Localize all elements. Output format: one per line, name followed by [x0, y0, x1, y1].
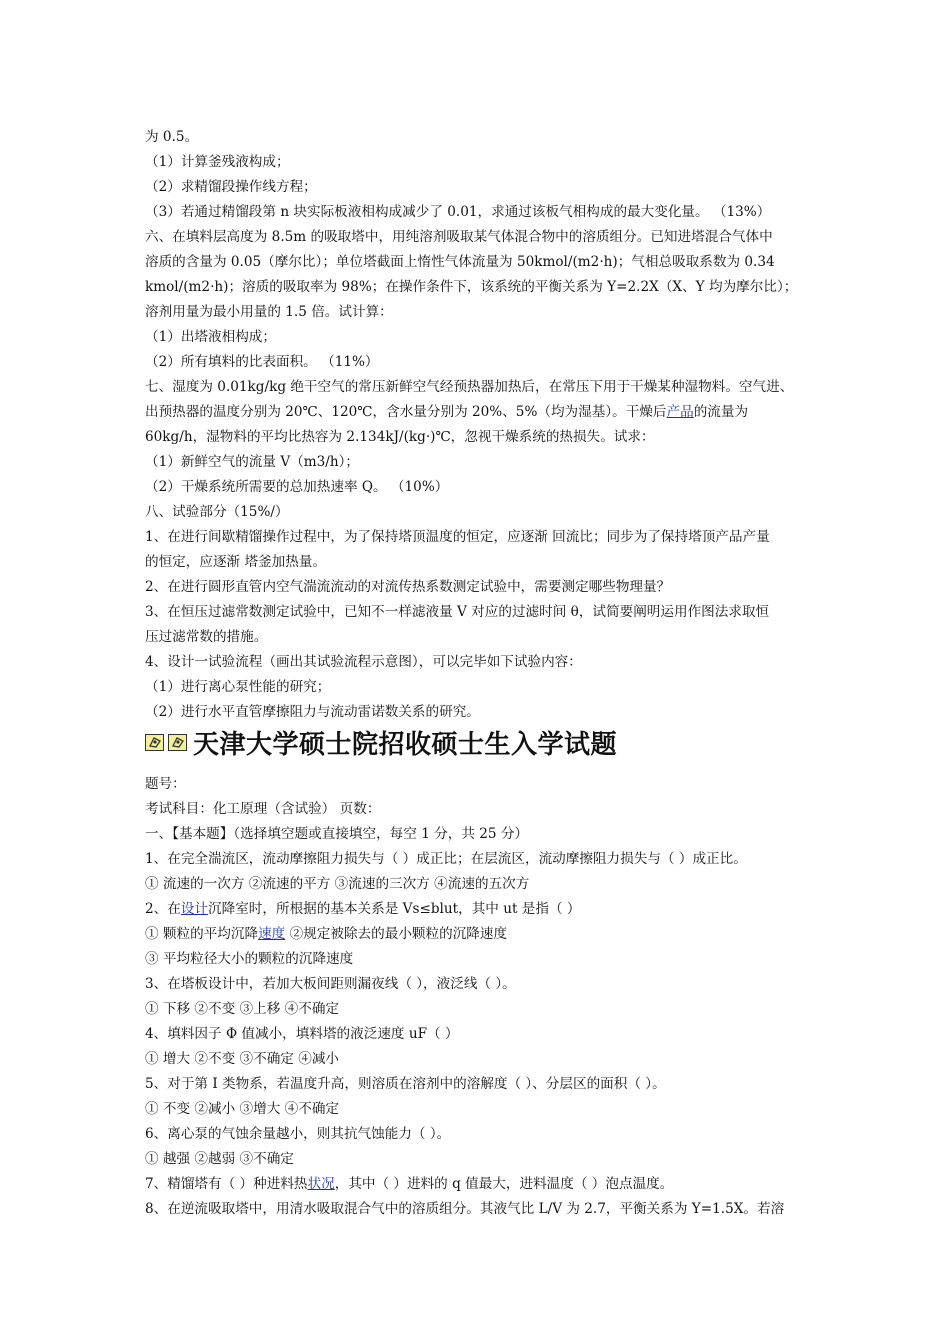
text-line: 1、在进行间歇精馏操作过程中，为了保持塔顶温度的恒定，应逐渐 回流比；同步为了保持塔顶产品产量	[145, 529, 770, 545]
text-line: 一、【基本题】（选择填空题或直接填空，每空 1 分，共 25 分）	[145, 826, 529, 842]
text-line: ① 越强 ②越弱 ③不确定	[145, 1151, 294, 1167]
document-icon	[145, 734, 164, 751]
speed-link[interactable]: 速度	[258, 926, 286, 942]
lower-text-block	[145, 772, 813, 1222]
text-line: 溶剂用量为最小用量的 1.5 倍。试计算：	[145, 304, 393, 320]
text-line: （1）计算釜残液构成；	[145, 154, 290, 170]
text-line: 4、设计一试验流程（画出其试验流程示意图），可以完毕如下试验内容：	[145, 654, 582, 670]
document-icon	[168, 734, 187, 751]
text-line: 七、湿度为 0.01kg/kg 绝干空气的常压新鲜空气经预热器加热后，在常压下用于干燥某种湿物料。空气进、	[145, 379, 794, 395]
text-segment: ① 颗粒的平均沉降	[145, 926, 259, 942]
text-segment: ，其中（ ）进料的 q 值最大，进料温度（ ）泡点温度。	[334, 1176, 674, 1192]
text-line: kmol/(m2·h)；溶质的吸取率为 98%；在操作条件下，该系统的平衡关系为 Y=2.2X（X、Y 均为摩尔比）；	[145, 279, 798, 295]
text-line: 3、在恒压过滤常数测定试验中，已知不一样滤液量 V 对应的过滤时间 θ，试简要阐明运用作图法求取恒	[145, 604, 770, 620]
text-line: 溶质的含量为 0.05（摩尔比）；单位塔截面上惰性气体流量为 50kmol/(m2·h)；气相总吸取系数为 0.34	[145, 254, 775, 270]
text-line: 4、填料因子 Φ 值减小，填料塔的液泛速度 uF（ ）	[145, 1026, 459, 1042]
text-line: 6、离心泵的气蚀余量越小，则其抗气蚀能力（ ）。	[145, 1126, 451, 1142]
design-link[interactable]: 设计	[180, 901, 209, 917]
text-line: （1）进行离心泵性能的研究；	[145, 679, 331, 695]
text-segment: 沉降室时，所根据的基本关系是 Vs≤blut，其中 ut 是指（ ）	[208, 901, 581, 917]
text-line: 六、在填料层高度为 8.5m 的吸取塔中，用纯溶剂吸取某气体混合物中的溶质组分。已知进塔混合气体中	[145, 229, 773, 245]
exam-heading	[145, 720, 617, 764]
text-line: ① 增大 ②不变 ③不确定 ④减小	[145, 1051, 340, 1067]
upper-text-block	[145, 125, 813, 725]
text-line: 八、试验部分（15%/）	[145, 504, 289, 520]
text-line-with-link	[145, 897, 813, 922]
text-segment: 出预热器的温度分别为 20℃、120℃，含水量分别为 20%、5%（均为湿基）。干燥后	[145, 404, 667, 420]
text-line: 压过滤常数的措施。	[145, 629, 268, 645]
text-segment: 2、在	[145, 901, 181, 917]
text-segment: ②规定被除去的最小颗粒的沉降速度	[285, 926, 508, 942]
product-link[interactable]: 产品	[666, 404, 694, 420]
page-title: 天津大学硕士院招收硕士生入学试题	[193, 729, 618, 760]
text-line-with-link	[145, 400, 813, 425]
text-line: ③ 平均粒径大小的颗粒的沉降速度	[145, 951, 354, 967]
text-line: ① 不变 ②减小 ③增大 ④不确定	[145, 1101, 340, 1117]
text-line-with-link	[145, 1172, 813, 1197]
condition-link[interactable]: 状况	[307, 1176, 335, 1192]
text-line: 为 0.5。	[145, 129, 199, 145]
text-line: （2）进行水平直管摩擦阻力与流动雷诺数关系的研究。	[145, 704, 480, 720]
text-line: 1、在完全湍流区，流动摩擦阻力损失与（ ）成正比；在层流区，流动摩擦阻力损失与（ ）成正比。	[145, 851, 747, 867]
text-line: 3、在塔板设计中，若加大板间距则漏夜线（ ），液泛线（ ）。	[145, 976, 516, 992]
text-line: （1）新鲜空气的流量 V（m3/h）；	[145, 454, 359, 470]
text-line: 60kg/h，湿物料的平均比热容为 2.134kJ/(kg·)℃，忽视干燥系统的热损失。试求：	[145, 429, 655, 445]
text-line: （1）出塔液相构成；	[145, 329, 276, 345]
text-line: 5、对于第 I 类物系，若温度升高，则溶质在溶剂中的溶解度（ ）、分层区的面积（ ）。	[145, 1076, 666, 1092]
text-line: （2）所有填料的比表面积。 （11%）	[145, 354, 379, 370]
text-line: 8、在逆流吸取塔中，用清水吸取混合气中的溶质组分。其液气比 L/V 为 2.7，平衡关系为 Y=1.5X。若溶	[145, 1201, 785, 1217]
text-line-with-link	[145, 922, 813, 947]
text-line: 题号：	[145, 776, 186, 792]
text-line: 考试科目：化工原理（含试验） 页数：	[145, 801, 381, 817]
text-line: ① 下移 ②不变 ③上移 ④不确定	[145, 1001, 340, 1017]
text-segment: 7、精馏塔有（ ）种进料热	[145, 1176, 308, 1192]
text-line: （2）干燥系统所需要的总加热速率 Q。 （10%）	[145, 479, 449, 495]
text-line: （3）若通过精馏段第 n 块实际板液相构成减少了 0.01，求通过该板气相构成的最大变化量。 （13%）	[145, 204, 771, 220]
text-line: 的恒定，应逐渐 塔釜加热量。	[145, 554, 327, 570]
text-line: ① 流速的一次方 ②流速的平方 ③流速的三次方 ④流速的五次方	[145, 876, 530, 892]
text-line: （2）求精馏段操作线方程；	[145, 179, 317, 195]
text-line: 2、在进行圆形直管内空气湍流流动的对流传热系数测定试验中，需要测定哪些物理量？	[145, 579, 671, 595]
text-segment: 的流量为	[693, 404, 749, 420]
